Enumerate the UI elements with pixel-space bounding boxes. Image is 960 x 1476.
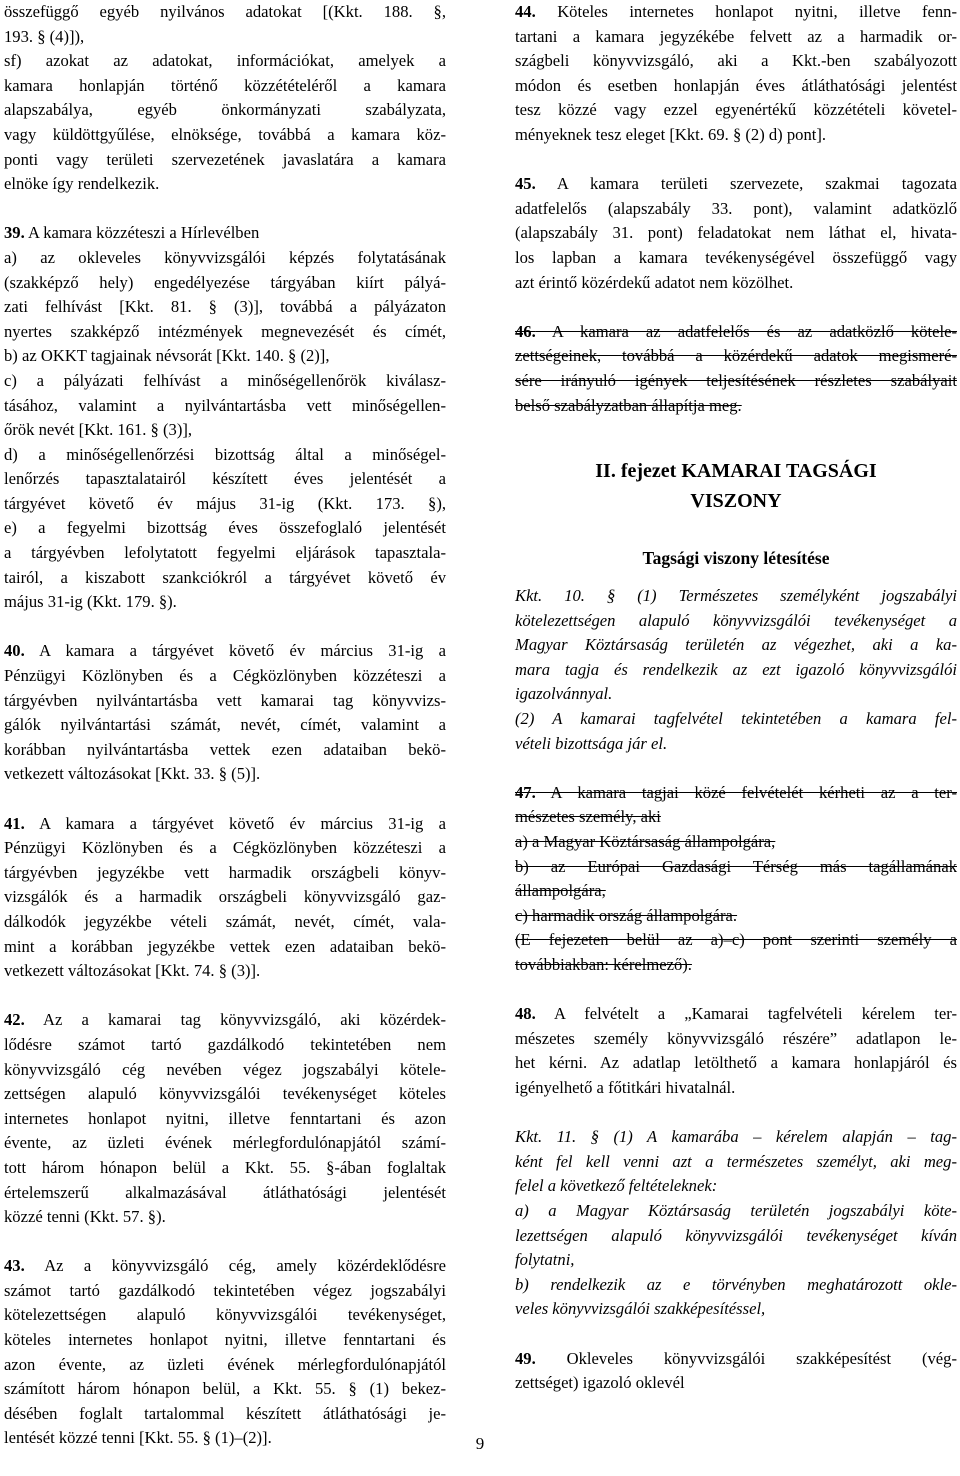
text-line: ponti vagy területi szervezetének javaslatára a kamara <box>4 149 446 169</box>
text-line: könyvvizsgáló cég nevében végez jogszabályi kötele- <box>4 1059 446 1079</box>
paragraph-40 <box>4 639 446 787</box>
paragraph-number: 41. <box>4 813 25 833</box>
text-line: dálkodók jegyzékbe vételi számát, nevét, címét, vala- <box>4 911 446 931</box>
text-line: vételi bizottsága jár el. <box>515 733 668 753</box>
paragraph-49 <box>515 1347 957 1396</box>
left-column <box>4 0 446 1476</box>
text-line: vagy küldöttgyűlése, elnöksége, továbbá a kamara köz- <box>4 124 446 144</box>
text-line: 41. A kamara a tárgyévet követő év március 31-ig a <box>4 813 446 833</box>
text-line: e) a fegyelmi bizottság éves összefoglaló jelentését <box>4 518 446 538</box>
text-line: vetkezett változásokat [Kkt. 33. § (5)]. <box>4 764 261 784</box>
text-line: vetkezett változásokat [Kkt. 74. § (3)]. <box>4 961 261 981</box>
text-line: számot tartó gazdálkodó tekintetében végez jogszabályi <box>4 1280 446 1300</box>
kkt-11-quote <box>515 1125 957 1322</box>
paragraph-44 <box>515 0 957 148</box>
text-line: Magyar Köztársaság területén az végezhet, aki a ka- <box>515 635 957 655</box>
text-line: gálók nyilvántartási számát, nevét, címét, valamint a <box>4 715 446 735</box>
text-line: belső szabályzatban állapítja meg. <box>515 395 742 415</box>
text-line: ményeknek tesz eleget [Kkt. 69. § (2) d) pont]. <box>515 124 827 144</box>
text-line: zettségeinek, továbbá a közérdekű adatok megismeré- <box>515 346 957 366</box>
section-heading: Tagsági viszony létesítése <box>642 548 830 569</box>
page-number: 9 <box>475 1434 485 1453</box>
paragraph-39 <box>4 221 446 615</box>
text-line: 48. A felvételt a „Kamarai tagfelvételi kérelem ter- <box>515 1004 957 1024</box>
text-line: igazolvánnyal. <box>515 684 613 704</box>
text-line: 43. Az a könyvvizsgáló cég, amely közérdeklődésre <box>4 1256 446 1276</box>
text-line: veles könyvvizsgálói szakképesítéssel, <box>515 1299 766 1319</box>
paragraph-46 <box>515 320 957 418</box>
text-line: állampolgára, <box>515 881 606 901</box>
paragraph-number: 44. <box>515 2 536 21</box>
text-line: (alapszabály 31. pont) feladatokat nem láthat el, hivata- <box>515 223 957 243</box>
text-line: Kkt. 11. § (1) A kamarába – kérelem alapján – tag- <box>515 1127 957 1147</box>
text-line: adatfelelős (alapszabály 33. pont), valamint adatközlő <box>515 198 957 218</box>
text-line: (2) A kamarai tagfelvétel tekintetében a kamara fel- <box>515 709 957 729</box>
text-line: (E fejezeten belül az a)–c) pont szerinti személy a <box>515 930 957 950</box>
text-line: tárgyévben nyilvántartásba vett kamarai tag könyvvizs- <box>4 690 446 710</box>
text-line: a) a Magyar Köztársaság állampolgára, <box>515 832 776 852</box>
paragraph-number: 47. <box>515 782 536 802</box>
text-line: alapszabálya, egyéb önkormányzati szabályzata, <box>4 100 446 120</box>
text-line: mint a korábban jegyzékbe vettek ezen adataiban bekö- <box>4 936 446 956</box>
paragraph-47 <box>515 781 957 978</box>
paragraph-number: 39. <box>4 223 25 243</box>
right-column <box>515 0 957 1420</box>
text-line: tárgyévet követő év május 31-ig (Kkt. 173. §), <box>4 493 446 513</box>
paragraph-45 <box>515 172 957 295</box>
text-line: 49. Okleveles könyvvizsgálói szakképesítést (vég- <box>515 1348 957 1368</box>
text-line: tásához, valamint a nyilvántartásba vett minőségellen- <box>4 395 446 415</box>
text-line: összefüggő egyéb nyilvános adatokat [(Kkt. 188. §, <box>4 2 446 21</box>
intro-paragraph <box>4 0 446 197</box>
text-line: tartani a kamara jegyzékébe felvett az a harmadik or- <box>515 26 957 46</box>
text-line: lezettségen alapuló könyvvizsgálói tevékenységet kíván <box>515 1225 957 1245</box>
text-line: lenőrzés tapasztalatairól készített éves jelentését a <box>4 469 446 489</box>
paragraph-number: 46. <box>515 321 536 341</box>
text-line: tesz közzé vagy ezzel egyenértékű közzétételi követel- <box>515 100 957 120</box>
chapter-title-line: II. fejezet KAMARAI TAGSÁGI <box>595 460 877 483</box>
paragraph-number: 42. <box>4 1010 25 1030</box>
paragraph-42 <box>4 1008 446 1229</box>
paragraph-number: 45. <box>515 174 536 194</box>
chapter-title-line: VISZONY <box>690 490 782 513</box>
text-line: azt érintő közérdekű adatot nem közölhet. <box>515 272 794 292</box>
text-line: szágbeli könyvvizsgáló, aki a Kkt.-ben szabályozott <box>515 51 957 71</box>
text-line: 42. Az a kamarai tag könyvvizsgáló, aki közérdek- <box>4 1010 446 1030</box>
text-line: désében foglalt tartalommal készített átláthatósági je- <box>4 1403 446 1423</box>
text-line: b) az OKKT tagjainak névsorát [Kkt. 140. § (2)], <box>4 346 330 366</box>
chapter-title <box>515 456 957 516</box>
text-line: 44. Köteles internetes honlapot nyitni, illetve fenn- <box>515 2 957 21</box>
text-line: nyertes szakképző intézmények megnevezését és címét, <box>4 321 446 341</box>
text-line: b) rendelkezik az e törvényben meghatározott okle- <box>515 1274 957 1294</box>
text-line: het kérni. Az adatlap letölthető a kamara honlapjáról és <box>515 1053 957 1073</box>
text-line: zettséget) igazoló oklevél <box>515 1373 685 1393</box>
text-line: tott három hónapon belül a Kkt. 55. §-ában foglaltak <box>4 1157 446 1177</box>
text-line: mészetes személy könyvvizsgáló részére” adatlapon le- <box>515 1028 957 1048</box>
text-line: c) a pályázati felhívást a minőségellenőrök kiválasz- <box>4 370 446 390</box>
text-line: módon és esetben honlapján éves átláthatósági jelentést <box>515 75 957 95</box>
text-line: Pénzügyi Közlönyben és a Cégközlönyben közzéteszi a <box>4 838 446 858</box>
text-line: közzé tenni (Kkt. 57. §). <box>4 1207 166 1227</box>
text-line: igényelhető a főtitkári hivatalnál. <box>515 1077 736 1097</box>
text-line: kötelezettségen alapuló könyvvizsgálói tevékenységet a <box>515 610 957 630</box>
text-line: 193. § (4)]), <box>4 26 85 46</box>
text-line: folytatni, <box>515 1250 575 1270</box>
text-line: 46. A kamara az adatfelelős és az adatközlő kötele- <box>515 321 957 341</box>
text-line: (szakképző hely) engedélyezése tárgyában kiírt pályá- <box>4 272 446 292</box>
text-line: a) az okleveles könyvvizsgálói képzés folytatásának <box>4 247 446 267</box>
text-line: b) az Európai Gazdasági Térség más tagállamának <box>515 856 957 876</box>
text-line: zati felhívást [Kkt. 81. § (3)], továbbá a pályázaton <box>4 297 446 317</box>
text-line: a) a Magyar Köztársaság területén jogszabályi köte- <box>515 1200 957 1220</box>
paragraph-number: 40. <box>4 641 25 661</box>
text-line: tárgyévben jegyzékbe vett harmadik országbeli könyv- <box>4 862 446 882</box>
paragraph-48 <box>515 1002 957 1100</box>
paragraph-number: 48. <box>515 1004 536 1024</box>
text-line: felel a következő feltételeknek: <box>515 1176 718 1196</box>
text-line: zettségen alapuló könyvvizsgálói tevékenységet köteles <box>4 1084 446 1104</box>
text-line: elnöke így rendelkezik. <box>4 174 160 194</box>
text-line: los lapban a kamara tevékenységével összefüggő vagy <box>515 247 957 267</box>
text-line: d) a minőségellenőrzési bizottság által a minőségel- <box>4 444 446 464</box>
text-line: kamara honlapján történő közzétételéről a kamara <box>4 75 446 95</box>
paragraph-41 <box>4 812 446 984</box>
text-line: május 31-ig (Kkt. 179. §). <box>4 592 177 612</box>
paragraph-number: 43. <box>4 1256 25 1276</box>
paragraph-number: 49. <box>515 1348 536 1368</box>
text-line: 39. A kamara közzéteszi a Hírlevélben <box>4 223 260 243</box>
text-line: lődésre számot tartó gazdálkodó tekintetében nem <box>4 1034 446 1054</box>
kkt-10-quote <box>515 584 957 756</box>
text-line: mészetes személy, aki <box>515 807 661 827</box>
text-line: azon évente, az üzleti évének mérlegfordulónapjától <box>4 1354 446 1374</box>
text-line: c) harmadik ország állampolgára. <box>515 905 738 925</box>
text-line: Pénzügyi Közlönyben és a Cégközlönyben közzéteszi a <box>4 666 446 686</box>
text-line: őrök nevét [Kkt. 161. § (3)], <box>4 420 193 440</box>
text-line: 45. A kamara területi szervezete, szakmai tagozata <box>515 174 957 194</box>
paragraph-43 <box>4 1254 446 1451</box>
text-line: köteles internetes honlapot nyitni, illetve fenntartani és <box>4 1330 446 1350</box>
text-line: tairól, a kiszabott szankciókról a tárgyévet követő év <box>4 567 446 587</box>
text-line: értelemszerű alkalmazásával átláthatósági jelentését <box>4 1182 446 1202</box>
text-line: 40. A kamara a tárgyévet követő év március 31-ig a <box>4 641 446 661</box>
text-line: vizsgálók és a harmadik országbeli könyvvizsgáló gaz- <box>4 887 446 907</box>
text-line: sf) azokat az adatokat, információkat, amelyek a <box>4 51 446 71</box>
text-line: kötelezettségen alapuló könyvvizsgálói tevékenységet, <box>4 1305 446 1325</box>
text-line: ként fel kell venni azt a természetes személyt, aki meg- <box>515 1151 957 1171</box>
text-line: sére irányuló igények teljesítésének részletes szabályait <box>515 370 957 390</box>
text-line: internetes honlapot nyitni, illetve fenntartani és azon <box>4 1108 446 1128</box>
text-line: számított három hónapon belül, a Kkt. 55. § (1) bekez- <box>4 1379 446 1399</box>
text-line: korábban nyilvántartásba vettek ezen adataiban bekö- <box>4 739 446 759</box>
text-line: Kkt. 10. § (1) Természetes személyként jogszabályi <box>515 586 957 606</box>
text-line: évente, az üzleti évének mérlegfordulónapjától számí- <box>4 1133 446 1153</box>
text-line: továbbiakban: kérelmező). <box>515 955 692 974</box>
text-line: mara tagja és rendelkezik az ezt igazoló könyvvizsgálói <box>515 659 957 679</box>
text-line: lentését közzé tenni [Kkt. 55. § (1)–(2)]. <box>4 1428 272 1448</box>
text-line: 47. A kamara tagjai közé felvételét kérheti az a ter- <box>515 782 957 802</box>
text-line: a tárgyévben lefolytatott fegyelmi eljárások tapasztala- <box>4 543 446 563</box>
